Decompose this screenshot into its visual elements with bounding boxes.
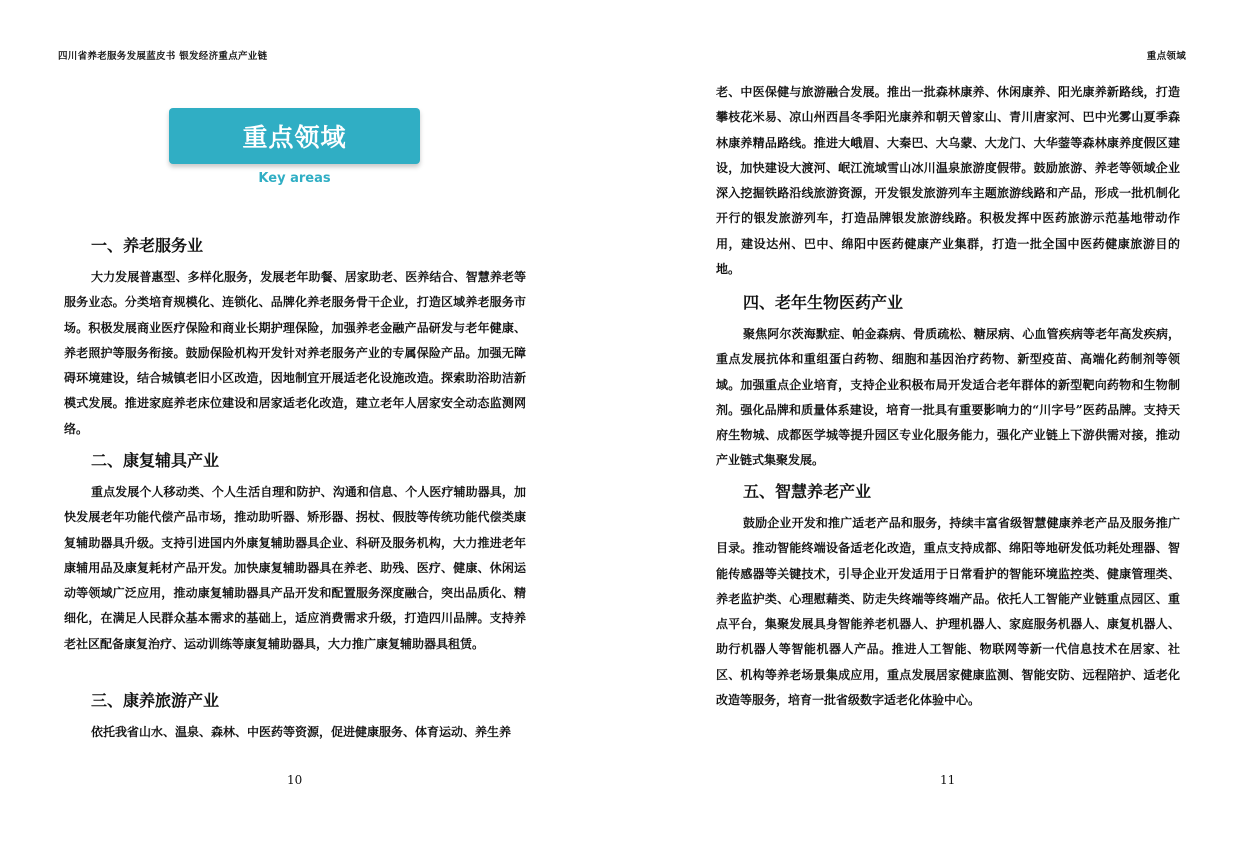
section-5-body: 鼓励企业开发和推广适老产品和服务，持续丰富省级智慧健康养老产品及服务推广目录。推动智能终端设备适老化改造，重点支持成都、绵阳等地研发低功耗处理器、智能传感器等关键技术，引导企业开发适用于日常看护的智能环境监控类、健康管理类、养老监护类、心理慰藉类、防走失终端等终端产品。依托人工智能产业链重点园区、重点平台，集聚发展具身智能养老机器人、护理机器人、家庭服务机器人、康复机器人、助行机器人等智能机器人产品。推进人工智能、物联网等新一代信息技术在居家、社区、机构等养老场景集成应用，重点发展居家健康监测、智能安防、远程陪护、适老化改造等服务，培育一批省级数字适老化体验中心。 (716, 516, 1180, 708)
right-page (620, 0, 1240, 841)
section-4-body: 聚焦阿尔茨海默症、帕金森病、骨质疏松、糖尿病、心血管疾病等老年高发疾病，重点发展抗体和重组蛋白药物、细胞和基因治疗药物、新型疫苗、高端化药制剂等领域。加强重点企业培育，支持企业积极布局开发适合老年群体的新型靶向药物和生物制剂。强化品牌和质量体系建设，培育一批具有重要影响力的“川字号”医药品牌。支持天府生物城、成都医学城等提升园区专业化服务能力，强化产业链上下游供需对接，推动产业链式集聚发展。 (716, 327, 1180, 468)
section-2 (64, 450, 526, 657)
section-1-heading: 一、养老服务业 (91, 236, 204, 255)
running-head-right: 重点领域 (1146, 51, 1186, 62)
section-3-body: 依托我省山水、温泉、森林、中医药等资源，促进健康服务、体育运动、养生养 (91, 725, 512, 739)
section-3-continuation (716, 80, 1180, 282)
section-3-heading: 三、康养旅游产业 (91, 691, 220, 710)
section-3 (64, 690, 526, 745)
section-4-heading: 四、老年生物医药产业 (743, 293, 904, 312)
section-1 (64, 235, 526, 442)
section-5-heading: 五、智慧养老产业 (743, 482, 872, 501)
section-2-heading: 二、康复辅具产业 (91, 451, 220, 470)
section-title: 重点领域 (242, 123, 347, 152)
section-title-banner (169, 108, 420, 164)
section-5 (716, 481, 1180, 713)
section-1-body: 大力发展普惠型、多样化服务，发展老年助餐、居家助老、医养结合、智慧养老等服务业态。分类培育规模化、连锁化、品牌化养老服务骨干企业，打造区域养老服务市场。积极发展商业医疗保险和商业长期护理保险，加强养老金融产品研发与老年健康、养老照护等服务衔接。鼓励保险机构开发针对养老服务产业的专属保险产品。加强无障碍环境建设，结合城镇老旧小区改造，因地制宜开展适老化设施改造。探索助浴助洁新模式发展。推进家庭养老床位建设和居家适老化改造，建立老年人居家安全动态监测网络。 (64, 270, 526, 436)
section-3-body-continued: 老、中医保健与旅游融合发展。推出一批森林康养、休闲康养、阳光康养新路线，打造攀枝花米易、凉山州西昌冬季阳光康养和朝天曾家山、青川唐家河、巴中光雾山夏季森林康养精品路线。推进大峨眉、大秦巴、大乌蒙、大龙门、大华蓥等森林康养度假区建设，加快建设大渡河、岷江流域雪山冰川温泉旅游度假带。鼓励旅游、养老等领域企业深入挖掘铁路沿线旅游资源，开发银发旅游列车主题旅游线路和产品，形成一批机制化开行的银发旅游列车，打造品牌银发旅游线路。积极发挥中医药旅游示范基地带动作用，建设达州、巴中、绵阳中医药健康产业集群，打造一批全国中医药健康旅游目的地。 (716, 85, 1180, 277)
running-head-left: 四川省养老服务发展蓝皮书 银发经济重点产业链 (58, 51, 268, 62)
page-number-left: 10 (287, 773, 303, 787)
section-4 (716, 292, 1180, 474)
section-subtitle: Key areas (258, 171, 331, 186)
page-number-right: 11 (940, 773, 956, 787)
section-2-body: 重点发展个人移动类、个人生活自理和防护、沟通和信息、个人医疗辅助器具，加快发展老年功能代偿产品市场，推动助听器、矫形器、拐杖、假肢等传统功能代偿类康复辅助器具升级。支持引进国内外康复辅助器具企业、科研及服务机构，大力推进老年康辅用品及康复耗材产品开发。加快康复辅助器具在养老、助残、医疗、健康、休闲运动等领域广泛应用，推动康复辅助器具产品开发和配置服务深度融合，突出品质化、精细化，在满足人民群众基本需求的基础上，适应消费需求升级，打造四川品牌。支持养老社区配备康复治疗、运动训练等康复辅助器具，大力推广康复辅助器具租赁。 (64, 485, 526, 651)
